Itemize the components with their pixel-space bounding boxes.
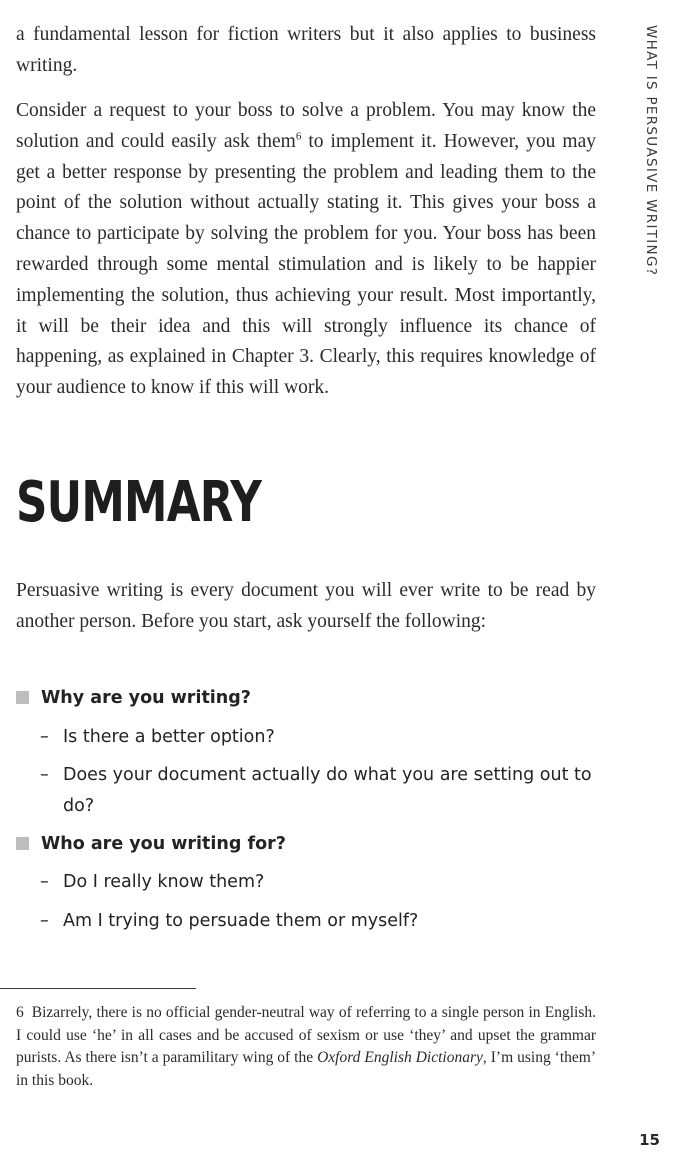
dash-bullet-icon: –	[40, 872, 49, 892]
dash-bullet-icon: –	[40, 765, 49, 785]
sub-list-item-text: Am I trying to persuade them or myself?	[63, 911, 419, 931]
footnote-reference[interactable]: 6	[295, 130, 302, 143]
page-number: 15	[639, 1131, 660, 1149]
footnote-text-end: , I’m using ‘them’ in this book.	[16, 1049, 596, 1089]
paragraph-text-end: to implement it. However, you may get a better response by presenting the problem and leading them to the point of the solution without actually stating it. This gives your boss a chance to participate by solving the problem for you. Your boss has been rewarded through some mental stimulation and is likely to be happier implementing the solution, thus achieving your result. Most importantly, it will be their idea and this will strongly influence its chance of happening, as explained in Chapter 3. Clearly, this requires knowledge of your audience to know if this will work.	[16, 130, 596, 399]
list-item-text: Who are you writing for?	[41, 834, 286, 854]
paragraph-boss-request	[16, 96, 596, 404]
dash-bullet-icon: –	[40, 911, 49, 931]
paragraph-continuation: a fundamental lesson for fiction writers but it also applies to business writing.	[16, 24, 596, 76]
paragraph-text-start: Consider a request to your boss to solve a problem. You may know the solution and could easily ask them	[16, 100, 596, 152]
sub-list-item-text: Does your document actually do what you are setting out to do?	[63, 765, 592, 816]
square-bullet-icon	[16, 837, 29, 850]
footnote-italic-title: Oxford English Dictionary	[317, 1049, 483, 1066]
footnote-text-start: Bizarrely, there is no official gender-neutral way of referring to a single person in English. I could use ‘he’ in all cases and be accused of sexism or use ‘they’ and upset the grammar purists. As there isn’t a paramilitary wing of the	[16, 1004, 596, 1066]
footnote	[16, 1002, 596, 1092]
section-heading-summary: SUMMARY	[16, 470, 262, 535]
list-item-text: Why are you writing?	[41, 688, 251, 708]
footnote-number: 6	[16, 1004, 24, 1021]
paragraph-summary: Persuasive writing is every document you will ever write to be read by another person. Before you start, ask yourself the following:	[16, 580, 596, 632]
dash-bullet-icon: –	[40, 727, 49, 747]
square-bullet-icon	[16, 691, 29, 704]
footnote-divider	[0, 988, 196, 989]
sub-list-item-text: Do I really know them?	[63, 872, 265, 892]
running-header: WHAT IS PERSUASIVE WRITING?	[643, 25, 659, 277]
sub-list-item-text: Is there a better option?	[63, 727, 275, 747]
